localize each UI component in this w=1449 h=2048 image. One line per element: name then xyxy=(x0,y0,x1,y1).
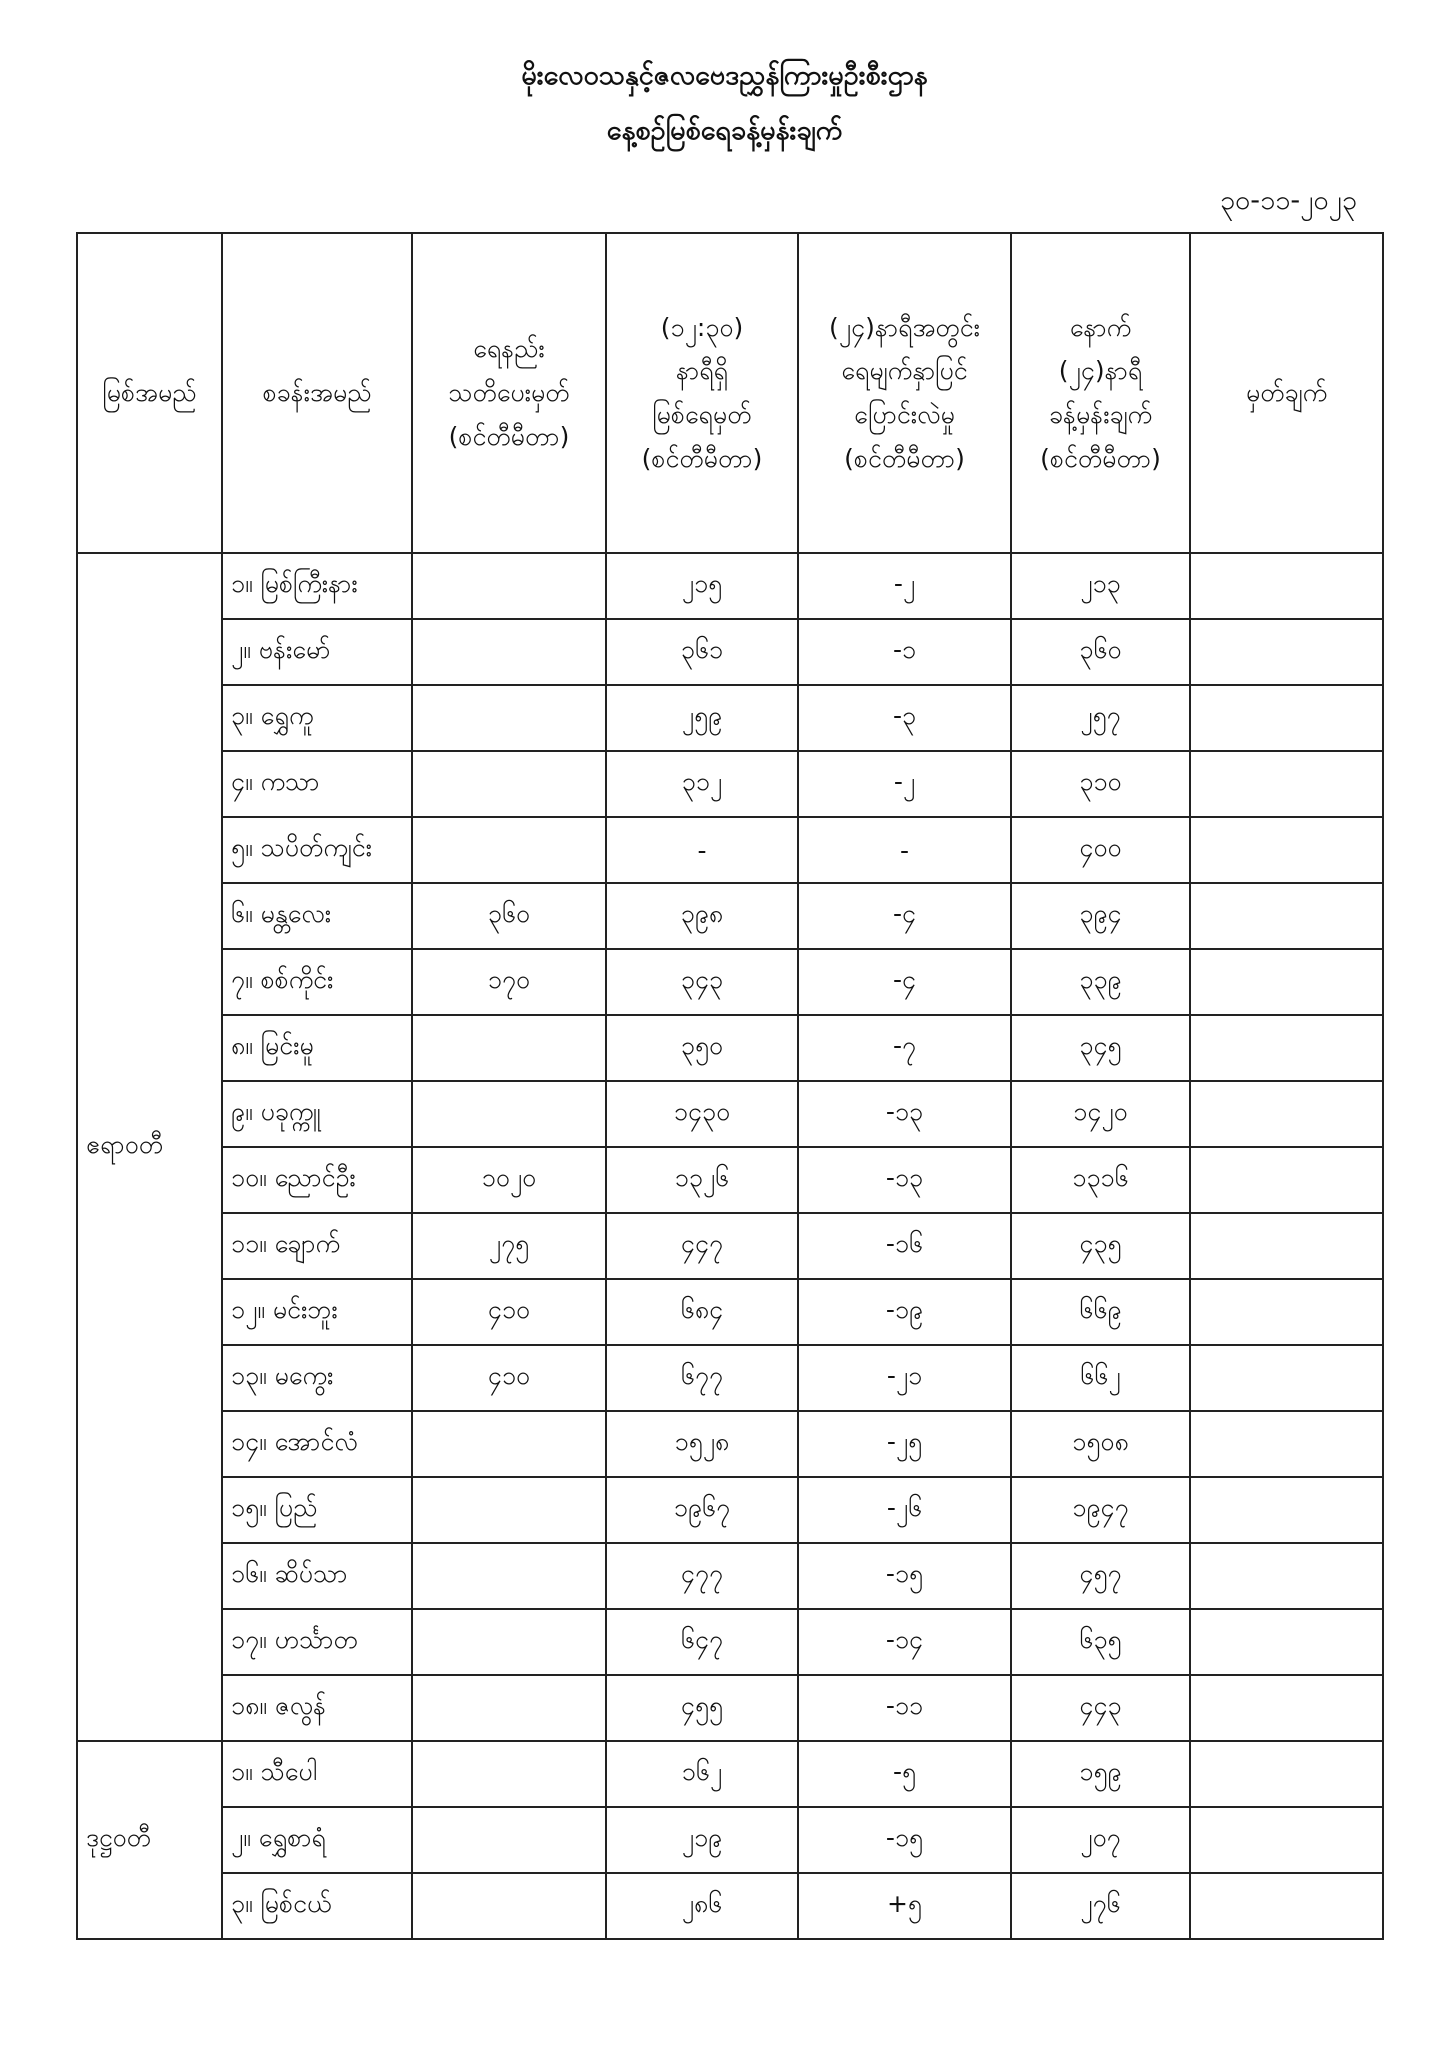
table-row xyxy=(77,1345,1383,1411)
level-cell: - xyxy=(606,817,798,883)
forecast-cell: ၄၅၇ xyxy=(1011,1543,1190,1609)
danger-cell: ၁၇၀ xyxy=(412,949,606,1015)
danger-cell: ၁၀၂၀ xyxy=(412,1147,606,1213)
change-cell: -၁ xyxy=(798,619,1011,685)
change-cell: -၂၁ xyxy=(798,1345,1011,1411)
level-cell: ၁၃၂၆ xyxy=(606,1147,798,1213)
forecast-cell: ၂၁၃ xyxy=(1011,553,1190,619)
danger-cell xyxy=(412,817,606,883)
danger-cell xyxy=(412,553,606,619)
forecast-cell: ၃၁၀ xyxy=(1011,751,1190,817)
level-cell: ၄၅၅ xyxy=(606,1675,798,1741)
forecast-cell: ၆၆၂ xyxy=(1011,1345,1190,1411)
table-row xyxy=(77,1543,1383,1609)
level-cell: ၂၁၉ xyxy=(606,1807,798,1873)
report-date: ၃၀-၁၁-၂၀၂၃ xyxy=(1219,185,1357,216)
station-cell: ၁၄။ အောင်လံ xyxy=(222,1411,412,1477)
level-cell: ၁၆၂ xyxy=(606,1741,798,1807)
table-row xyxy=(77,1279,1383,1345)
change-cell: -၁၅ xyxy=(798,1543,1011,1609)
remark-cell xyxy=(1190,1081,1383,1147)
change-cell: -၂၅ xyxy=(798,1411,1011,1477)
station-cell: ၆။ မန္တလေး xyxy=(222,883,412,949)
station-cell: ၁။ မြစ်ကြီးနား xyxy=(222,553,412,619)
forecast-cell: ၃၆၀ xyxy=(1011,619,1190,685)
forecast-cell: ၃၄၅ xyxy=(1011,1015,1190,1081)
station-cell: ၈။ မြင်းမူ xyxy=(222,1015,412,1081)
level-cell: ၄၇၇ xyxy=(606,1543,798,1609)
table-row xyxy=(77,1213,1383,1279)
river-forecast-table xyxy=(76,232,1384,1940)
table-row xyxy=(77,1609,1383,1675)
forecast-cell: ၃၉၄ xyxy=(1011,883,1190,949)
level-cell: ၁၅၂၈ xyxy=(606,1411,798,1477)
danger-cell: ၄၁၀ xyxy=(412,1279,606,1345)
change-cell: -၁၃ xyxy=(798,1081,1011,1147)
station-cell: ၃။ ရွှေကူ xyxy=(222,685,412,751)
change-cell: -၂ xyxy=(798,751,1011,817)
remark-cell xyxy=(1190,1147,1383,1213)
col-level-header: (၁၂:၃၀) နာရီရှိ မြစ်ရေမှတ် (စင်တီမီတာ) xyxy=(606,233,798,553)
level-cell: ၆၄၇ xyxy=(606,1609,798,1675)
remark-cell xyxy=(1190,1279,1383,1345)
remark-cell xyxy=(1190,751,1383,817)
table-header-row xyxy=(77,233,1383,553)
station-cell: ၁၈။ ဇလွန် xyxy=(222,1675,412,1741)
river-name-cell: ဧရာဝတီ xyxy=(77,553,222,1741)
danger-cell xyxy=(412,1477,606,1543)
forecast-cell: ၄၃၅ xyxy=(1011,1213,1190,1279)
change-cell: -၂၆ xyxy=(798,1477,1011,1543)
col-danger-header: ရေနည်း သတိပေးမှတ် (စင်တီမီတာ) xyxy=(412,233,606,553)
forecast-cell: ၂၀၇ xyxy=(1011,1807,1190,1873)
remark-cell xyxy=(1190,1213,1383,1279)
remark-cell xyxy=(1190,1807,1383,1873)
table-row xyxy=(77,1147,1383,1213)
remark-cell xyxy=(1190,817,1383,883)
table-row xyxy=(77,685,1383,751)
remark-cell xyxy=(1190,1015,1383,1081)
forecast-cell: ၁၉၄၇ xyxy=(1011,1477,1190,1543)
remark-cell xyxy=(1190,553,1383,619)
table-row xyxy=(77,1873,1383,1939)
forecast-cell: ၁၅၉ xyxy=(1011,1741,1190,1807)
level-cell: ၁၉၆၇ xyxy=(606,1477,798,1543)
level-cell: ၂၁၅ xyxy=(606,553,798,619)
table-row xyxy=(77,1675,1383,1741)
station-cell: ၉။ ပခုက္ကူ xyxy=(222,1081,412,1147)
remark-cell xyxy=(1190,1543,1383,1609)
danger-cell: ၄၁၀ xyxy=(412,1345,606,1411)
station-cell: ၁၇။ ဟင်္သာတ xyxy=(222,1609,412,1675)
col-change-header: (၂၄)နာရီအတွင်း ရေမျက်နှာပြင် ပြောင်းလဲမှု (စင်တီမီတာ) xyxy=(798,233,1011,553)
level-cell: ၃၉၈ xyxy=(606,883,798,949)
change-cell: -၄ xyxy=(798,883,1011,949)
level-cell: ၃၅၀ xyxy=(606,1015,798,1081)
table-row xyxy=(77,553,1383,619)
danger-cell xyxy=(412,1741,606,1807)
table-row xyxy=(77,1015,1383,1081)
danger-cell: ၃၆၀ xyxy=(412,883,606,949)
table-row xyxy=(77,751,1383,817)
forecast-cell: ၆၃၅ xyxy=(1011,1609,1190,1675)
danger-cell xyxy=(412,1411,606,1477)
forecast-cell: ၄၄၃ xyxy=(1011,1675,1190,1741)
danger-cell xyxy=(412,1873,606,1939)
level-cell: ၃၁၂ xyxy=(606,751,798,817)
level-cell: ၃၄၃ xyxy=(606,949,798,1015)
table-row xyxy=(77,817,1383,883)
change-cell: -၄ xyxy=(798,949,1011,1015)
station-cell: ၁၀။ ညောင်ဦး xyxy=(222,1147,412,1213)
remark-cell xyxy=(1190,1741,1383,1807)
change-cell: -၁၅ xyxy=(798,1807,1011,1873)
page-title: မိုးလေဝသနှင့်ဇလဗေဒညွှန်ကြားမှုဦးစီးဌာန xyxy=(521,60,928,91)
change-cell: +၅ xyxy=(798,1873,1011,1939)
station-cell: ၁၃။ မကွေး xyxy=(222,1345,412,1411)
table-row xyxy=(77,1081,1383,1147)
danger-cell xyxy=(412,1675,606,1741)
danger-cell xyxy=(412,619,606,685)
level-cell: ၂၅၉ xyxy=(606,685,798,751)
station-cell: ၁၂။ မင်းဘူး xyxy=(222,1279,412,1345)
station-cell: ၄။ ကသာ xyxy=(222,751,412,817)
station-cell: ၁၆။ ဆိပ်သာ xyxy=(222,1543,412,1609)
station-cell: ၂။ ဗန်းမော် xyxy=(222,619,412,685)
danger-cell xyxy=(412,1081,606,1147)
forecast-cell: ၃၃၉ xyxy=(1011,949,1190,1015)
remark-cell xyxy=(1190,1609,1383,1675)
river-name-cell: ဒုဋ္ဌဝတီ xyxy=(77,1741,222,1939)
station-cell: ၁။ သီပေါ xyxy=(222,1741,412,1807)
forecast-cell: ၁၃၁၆ xyxy=(1011,1147,1190,1213)
station-cell: ၂။ ရွှေစာရံ xyxy=(222,1807,412,1873)
change-cell: - xyxy=(798,817,1011,883)
table-row xyxy=(77,619,1383,685)
table-row xyxy=(77,1411,1383,1477)
page-subtitle: နေ့စဉ်မြစ်ရေခန့်မှန်းချက် xyxy=(606,115,843,146)
col-station-header: စခန်းအမည် xyxy=(222,233,412,553)
change-cell: -၁၄ xyxy=(798,1609,1011,1675)
level-cell: ၄၄၇ xyxy=(606,1213,798,1279)
remark-cell xyxy=(1190,1873,1383,1939)
remark-cell xyxy=(1190,1675,1383,1741)
remark-cell xyxy=(1190,1477,1383,1543)
col-remark-header: မှတ်ချက် xyxy=(1190,233,1383,553)
change-cell: -၁၆ xyxy=(798,1213,1011,1279)
forecast-cell: ၁၅၀၈ xyxy=(1011,1411,1190,1477)
col-river-header: မြစ်အမည် xyxy=(77,233,222,553)
level-cell: ၂၈၆ xyxy=(606,1873,798,1939)
change-cell: -၁၉ xyxy=(798,1279,1011,1345)
danger-cell xyxy=(412,1543,606,1609)
level-cell: ၆၇၇ xyxy=(606,1345,798,1411)
station-cell: ၁၁။ ချောက် xyxy=(222,1213,412,1279)
remark-cell xyxy=(1190,1411,1383,1477)
level-cell: ၁၄၃၀ xyxy=(606,1081,798,1147)
station-cell: ၃။ မြစ်ငယ် xyxy=(222,1873,412,1939)
change-cell: -၇ xyxy=(798,1015,1011,1081)
table-row xyxy=(77,949,1383,1015)
station-cell: ၅။ သပိတ်ကျင်း xyxy=(222,817,412,883)
table-row xyxy=(77,883,1383,949)
danger-cell xyxy=(412,751,606,817)
level-cell: ၆၈၄ xyxy=(606,1279,798,1345)
remark-cell xyxy=(1190,883,1383,949)
remark-cell xyxy=(1190,949,1383,1015)
danger-cell xyxy=(412,685,606,751)
table-row xyxy=(77,1807,1383,1873)
table-row xyxy=(77,1741,1383,1807)
remark-cell xyxy=(1190,619,1383,685)
station-cell: ၇။ စစ်ကိုင်း xyxy=(222,949,412,1015)
forecast-cell: ၄၀၀ xyxy=(1011,817,1190,883)
remark-cell xyxy=(1190,1345,1383,1411)
forecast-cell: ၆၆၉ xyxy=(1011,1279,1190,1345)
change-cell: -၂ xyxy=(798,553,1011,619)
change-cell: -၅ xyxy=(798,1741,1011,1807)
table-row xyxy=(77,1477,1383,1543)
remark-cell xyxy=(1190,685,1383,751)
forecast-cell: ၁၄၂၀ xyxy=(1011,1081,1190,1147)
change-cell: -၁၁ xyxy=(798,1675,1011,1741)
change-cell: -၃ xyxy=(798,685,1011,751)
danger-cell xyxy=(412,1609,606,1675)
level-cell: ၃၆၁ xyxy=(606,619,798,685)
forecast-cell: ၂၇၆ xyxy=(1011,1873,1190,1939)
forecast-cell: ၂၅၇ xyxy=(1011,685,1190,751)
danger-cell xyxy=(412,1807,606,1873)
danger-cell: ၂၇၅ xyxy=(412,1213,606,1279)
station-cell: ၁၅။ ပြည် xyxy=(222,1477,412,1543)
col-forecast-header: နောက် (၂၄)နာရီ ခန့်မှန်းချက် (စင်တီမီတာ) xyxy=(1011,233,1190,553)
danger-cell xyxy=(412,1015,606,1081)
change-cell: -၁၃ xyxy=(798,1147,1011,1213)
